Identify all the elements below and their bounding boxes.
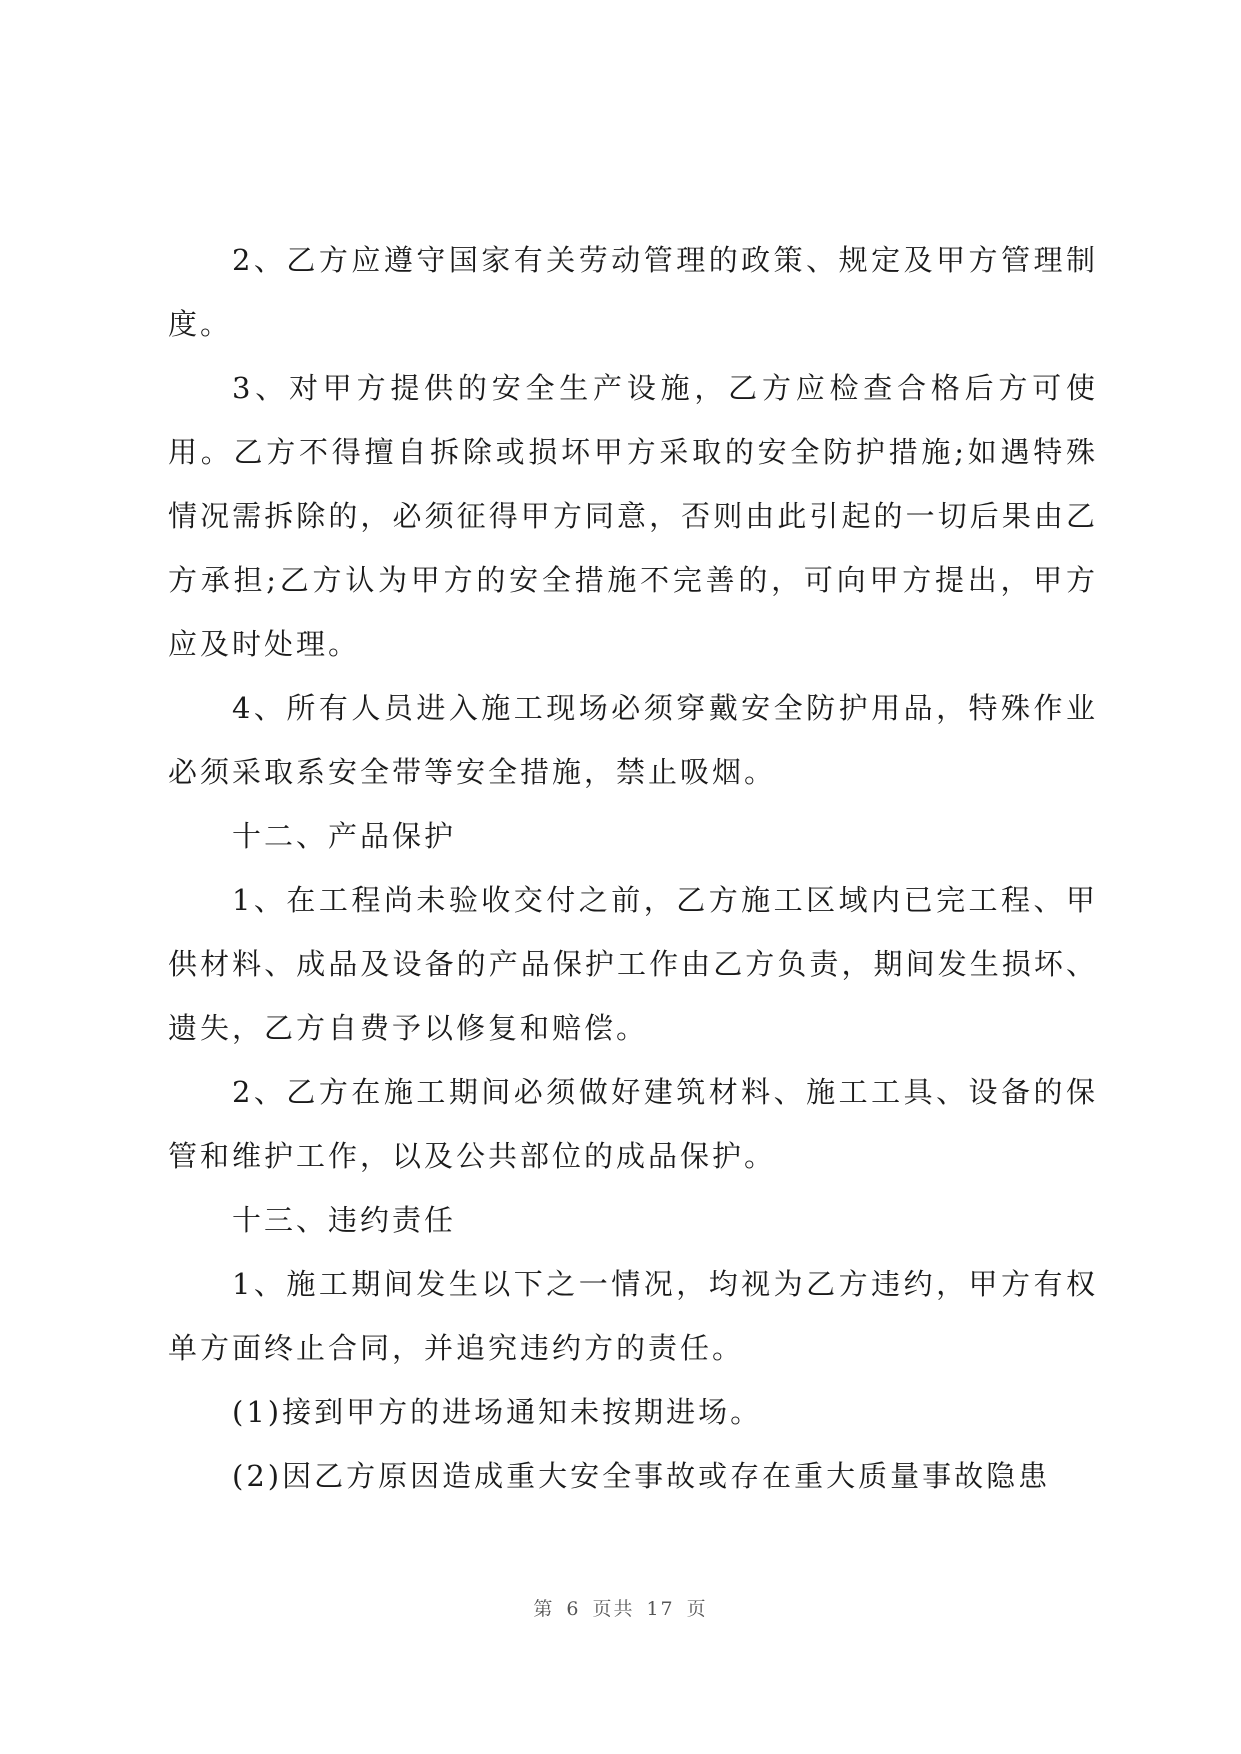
paragraph-protective-gear: 4、所有人员进入施工现场必须穿戴安全防护用品，特殊作业必须采取系安全带等安全措施，禁止吸烟。 xyxy=(168,691,1098,789)
paragraph-breach-item-2: (2)因乙方原因造成重大安全事故或存在重大质量事故隐患 xyxy=(232,1459,1051,1493)
paragraph-breach-conditions: 1、施工期间发生以下之一情况，均视为乙方违约，甲方有权单方面终止合同，并追究违约方的责任。 xyxy=(168,1267,1098,1365)
paragraph-material-custody: 2、乙方在施工期间必须做好建筑材料、施工工具、设备的保管和维护工作，以及公共部位的成品保护。 xyxy=(168,1075,1098,1173)
paragraph-safety-facilities: 3、对甲方提供的安全生产设施，乙方应检查合格后方可使用。乙方不得擅自拆除或损坏甲方采取的安全防护措施;如遇特殊情况需拆除的，必须征得甲方同意，否则由此引起的一切后果由乙方承担;乙方认为甲方的安全措施不完善的，可向甲方提出，甲方应及时处理。 xyxy=(168,371,1098,661)
footer-total-pages: 17 xyxy=(646,1598,675,1620)
document-body xyxy=(168,228,1098,1508)
section-heading-product-protection: 十二、产品保护 xyxy=(232,819,457,853)
paragraph-labor-rules: 2、乙方应遵守国家有关劳动管理的政策、规定及甲方管理制度。 xyxy=(168,243,1098,341)
footer-suffix: 页 xyxy=(686,1598,708,1620)
footer-middle: 页共 xyxy=(592,1598,635,1620)
paragraph-protection-before-acceptance: 1、在工程尚未验收交付之前，乙方施工区域内已完工程、甲供材料、成品及设备的产品保护工作由乙方负责，期间发生损坏、遗失，乙方自费予以修复和赔偿。 xyxy=(168,883,1098,1045)
section-heading-breach-liability: 十三、违约责任 xyxy=(232,1203,457,1237)
footer-prefix: 第 xyxy=(533,1598,555,1620)
footer-current-page: 6 xyxy=(566,1598,581,1620)
paragraph-breach-item-1: (1)接到甲方的进场通知未按期进场。 xyxy=(232,1395,763,1429)
page-footer xyxy=(0,1594,1241,1621)
